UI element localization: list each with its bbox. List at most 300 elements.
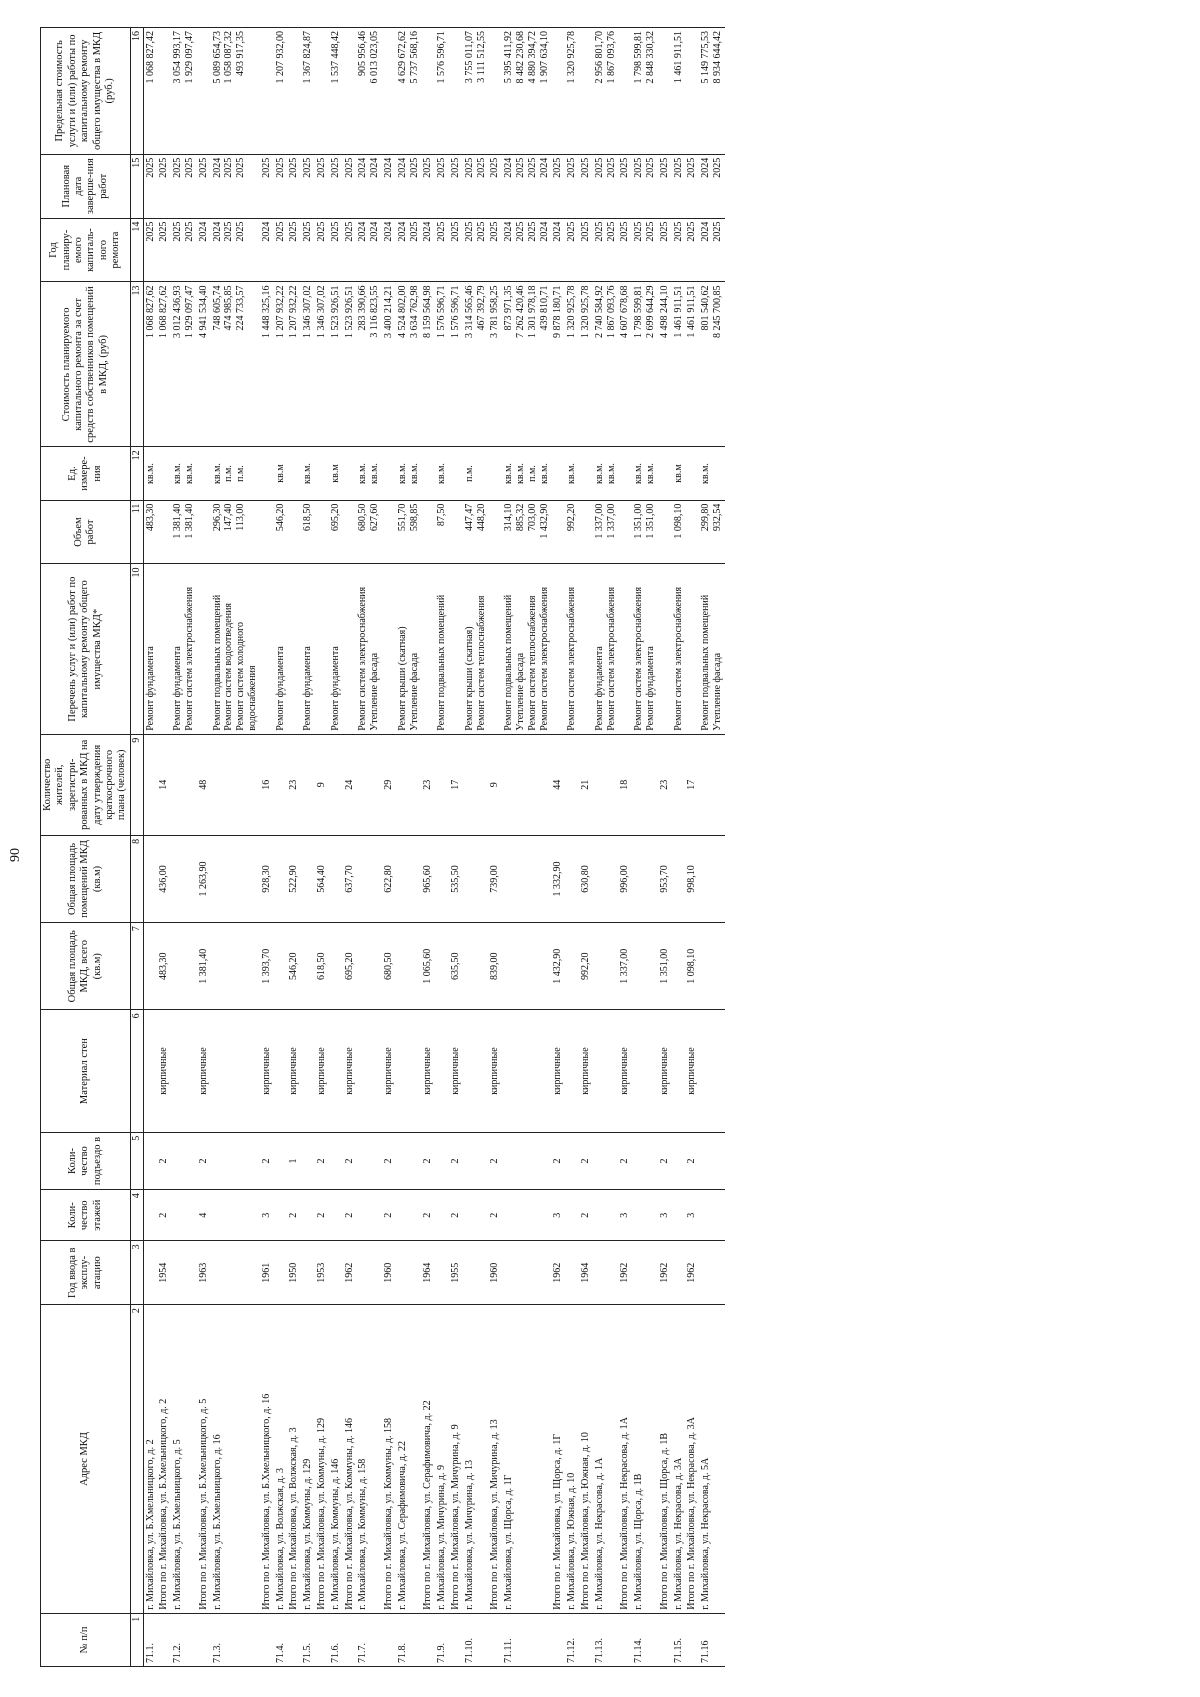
cost-line: 283 390,66: [357, 285, 369, 331]
planned-year-cell: [685, 218, 699, 282]
cost-line: 1 576 596,71: [436, 285, 448, 338]
wall-material-cell: [463, 1010, 489, 1132]
page-number: 90: [8, 848, 23, 862]
column-number: 11: [130, 500, 143, 564]
cost-cell: [329, 282, 343, 447]
address-line: Итого по г. Михайловка, ул. Б.Хмельницкого, д. 16: [260, 1393, 272, 1610]
works-cell: [618, 564, 632, 734]
completion-date-line: 2025: [343, 157, 355, 178]
floors-cell: 2: [343, 1190, 357, 1241]
works-line: Ремонт систем электроснабжения: [633, 586, 645, 731]
total-row: [197, 28, 211, 1667]
column-number: 1: [130, 1613, 143, 1666]
works-cell: [658, 564, 672, 734]
cost-line: 3 012 436,93: [172, 285, 184, 338]
completion-date-line: 2025: [288, 157, 300, 178]
completion-date-line: 2024: [369, 157, 381, 178]
cost-cell: [421, 282, 435, 447]
completion-date-line: 2025: [566, 157, 578, 178]
row-number: [287, 1613, 301, 1666]
work-volume-line: 483,30: [144, 503, 156, 532]
floors-cell: 2: [382, 1190, 396, 1241]
column-header: Адрес МКД: [41, 1305, 131, 1614]
total-row: [488, 28, 502, 1667]
wall-material-cell: кирпичные: [157, 1010, 171, 1132]
premises-area-cell: 535,50: [449, 835, 463, 922]
work-volume-line: 885,32: [514, 503, 526, 532]
address-line: г. Михайловка, ул. Некрасова, д. 5А: [700, 1457, 712, 1610]
works-cell: [488, 564, 502, 734]
address-cell: [488, 1305, 502, 1614]
unit-line: кв.м.: [184, 463, 196, 484]
works-cell: [211, 564, 260, 734]
item-row: [396, 28, 422, 1667]
total-area-cell: [143, 923, 157, 1010]
total-area-cell: [356, 923, 382, 1010]
row-number: [315, 1613, 329, 1666]
year-built-cell: [143, 1241, 157, 1305]
unit-line: кв.м.: [172, 463, 184, 484]
planned-year-cell: [579, 218, 593, 282]
address-cell: [197, 1305, 211, 1614]
limit-cost-line: 1 367 824,87: [302, 31, 314, 84]
work-volume-line: 546,20: [274, 503, 286, 532]
cost-line: 3 781 958,25: [489, 285, 501, 338]
entrances-cell: [593, 1132, 619, 1189]
unit-cell: [502, 447, 551, 500]
planned-year-cell: [435, 218, 449, 282]
completion-date-line: 2025: [489, 157, 501, 178]
total-area-cell: 992,20: [579, 923, 593, 1010]
unit-cell: [593, 447, 619, 500]
cost-line: 2 699 644,29: [644, 285, 656, 338]
unit-line: кв.м.: [503, 463, 515, 484]
residents-cell: 24: [343, 734, 357, 835]
cost-line: 7 262 420,46: [514, 285, 526, 338]
works-line: Ремонт систем электроснабжения: [538, 586, 550, 731]
completion-date-line: 2025: [260, 157, 272, 178]
cost-cell: [699, 282, 725, 447]
work-volume-cell: [632, 500, 658, 564]
year-built-cell: [329, 1241, 343, 1305]
works-cell: [301, 564, 315, 734]
premises-area-cell: [699, 835, 725, 922]
completion-date-line: 2024: [396, 157, 408, 178]
cost-line: 474 985,85: [223, 285, 235, 331]
premises-area-cell: [171, 835, 197, 922]
total-area-cell: 839,00: [488, 923, 502, 1010]
year-built-cell: 1962: [658, 1241, 672, 1305]
floors-cell: [699, 1190, 725, 1241]
completion-date-cell: [449, 154, 463, 218]
address-line: Итого по г. Михайловка, ул. Некрасова, д. 1А: [619, 1417, 631, 1610]
works-line: Утепление фасада: [369, 652, 381, 731]
unit-cell: [565, 447, 579, 500]
work-volume-cell: [143, 500, 157, 564]
cost-line: 801 540,62: [700, 285, 712, 331]
work-volume-line: 87,50: [436, 503, 448, 527]
cost-line: 3 314 565,46: [463, 285, 475, 338]
work-volume-cell: [356, 500, 382, 564]
planned-year-line: 2024: [503, 221, 515, 242]
total-row: [157, 28, 171, 1667]
limit-cost-line: 493 917,35: [235, 31, 247, 76]
row-number: 71.1.: [143, 1613, 157, 1666]
work-volume-line: 695,20: [329, 503, 341, 532]
year-built-cell: [672, 1241, 686, 1305]
limit-cost-cell: [421, 28, 435, 155]
address-line: Итого по г. Михайловка, ул. Щорса, д. 1Г: [552, 1433, 564, 1610]
works-line: Утепление фасада: [408, 652, 420, 731]
cost-line: 467 392,79: [475, 285, 487, 331]
planned-year-cell: [211, 218, 260, 282]
floors-cell: [463, 1190, 489, 1241]
works-cell: [421, 564, 435, 734]
planned-year-line: 2025: [489, 221, 501, 242]
unit-line: кв.м.: [633, 463, 645, 484]
year-built-cell: 1963: [197, 1241, 211, 1305]
year-built-cell: 1955: [449, 1241, 463, 1305]
address-line: Итого по г. Михайловка, ул. Волжская, д. 3: [288, 1427, 300, 1610]
residents-cell: [463, 734, 489, 835]
wall-material-cell: [356, 1010, 382, 1132]
works-line: Ремонт фундамента: [302, 646, 314, 731]
completion-date-cell: [502, 154, 551, 218]
item-row: [211, 28, 260, 1667]
year-built-cell: [301, 1241, 315, 1305]
year-built-cell: 1961: [260, 1241, 274, 1305]
residents-cell: 18: [618, 734, 632, 835]
planned-year-line: 2025: [274, 221, 286, 242]
year-built-cell: [463, 1241, 489, 1305]
cost-line: 1 461 911,51: [686, 285, 698, 338]
address-line: г. Михайловка, ул. Щорса, д. 1В: [633, 1473, 645, 1610]
planned-year-cell: [343, 218, 357, 282]
floors-cell: [396, 1190, 422, 1241]
planned-year-line: 2025: [158, 221, 170, 242]
unit-cell: [632, 447, 658, 500]
works-cell: [565, 564, 579, 734]
year-built-cell: 1954: [157, 1241, 171, 1305]
cost-line: 1 068 827,62: [158, 285, 170, 338]
premises-area-cell: [632, 835, 658, 922]
completion-date-cell: [579, 154, 593, 218]
address-line: г. Михайловка, ул. Коммуны, д. 146: [329, 1458, 341, 1610]
cost-cell: [157, 282, 171, 447]
work-volume-line: 1 098,10: [672, 503, 684, 539]
limit-cost-line: 4 629 672,62: [396, 31, 408, 84]
cost-cell: [143, 282, 157, 447]
limit-cost-cell: [565, 28, 579, 155]
address-line: г. Михайловка, ул. Мичурина, д. 13: [463, 1460, 475, 1610]
floors-cell: [211, 1190, 260, 1241]
address-line: Итого по г. Михайловка, ул. Серафимовича, д. 22: [422, 1400, 434, 1610]
column-header: Ед. измере-ния: [41, 447, 131, 500]
limit-cost-cell: [382, 28, 396, 155]
completion-date-line: 2025: [302, 157, 314, 178]
floors-cell: 3: [260, 1190, 274, 1241]
planned-year-cell: [632, 218, 658, 282]
planned-year-line: 2025: [436, 221, 448, 242]
limit-cost-cell: [488, 28, 502, 155]
premises-area-cell: [143, 835, 157, 922]
premises-area-cell: [396, 835, 422, 922]
column-header: Перечень услуг и (или) работ по капитальному ремонту общего имущества МКД*: [41, 564, 131, 734]
limit-cost-cell: [632, 28, 658, 155]
planned-year-line: 2025: [605, 221, 617, 242]
cost-line: 9 878 180,71: [552, 285, 564, 338]
completion-date-cell: [274, 154, 288, 218]
cost-cell: [356, 282, 382, 447]
limit-cost-cell: [274, 28, 288, 155]
column-header: Материал стен: [41, 1010, 131, 1132]
entrances-cell: [699, 1132, 725, 1189]
address-cell: [171, 1305, 197, 1614]
wall-material-cell: [143, 1010, 157, 1132]
premises-area-cell: [274, 835, 288, 922]
work-volume-line: 1 381,40: [172, 503, 184, 539]
column-number: 8: [130, 835, 143, 922]
cost-cell: [260, 282, 274, 447]
entrances-cell: [565, 1132, 579, 1189]
address-line: Итого по г. Михайловка, ул. Щорса, д. 1В: [658, 1433, 670, 1610]
row-number: 71.9.: [435, 1613, 449, 1666]
cost-cell: [315, 282, 329, 447]
completion-date-cell: [260, 154, 274, 218]
work-volume-cell: [593, 500, 619, 564]
floors-cell: 2: [287, 1190, 301, 1241]
planned-year-cell: [672, 218, 686, 282]
planned-year-line: 2025: [619, 221, 631, 242]
total-row: [343, 28, 357, 1667]
work-volume-line: 680,50: [357, 503, 369, 532]
premises-area-cell: [502, 835, 551, 922]
works-line: Ремонт систем электроснабжения: [605, 586, 617, 731]
column-number: 5: [130, 1132, 143, 1189]
works-line: Ремонт систем электроснабжения: [672, 586, 684, 731]
planned-year-line: 2025: [658, 221, 670, 242]
column-header: Плановая дата заверше-ния работ: [41, 154, 131, 218]
residents-cell: [274, 734, 288, 835]
total-row: [685, 28, 699, 1667]
completion-date-cell: [197, 154, 211, 218]
works-line: Ремонт крыши (скатная): [463, 626, 475, 731]
unit-cell: [579, 447, 593, 500]
row-number: 71.7.: [356, 1613, 382, 1666]
total-area-cell: 1 393,70: [260, 923, 274, 1010]
premises-area-cell: 622,80: [382, 835, 396, 922]
cost-line: 439 810,71: [538, 285, 550, 331]
entrances-cell: 2: [579, 1132, 593, 1189]
planned-year-line: 2025: [288, 221, 300, 242]
completion-date-cell: [658, 154, 672, 218]
limit-cost-cell: [211, 28, 260, 155]
work-volume-cell: [435, 500, 449, 564]
work-volume-cell: [488, 500, 502, 564]
item-row: [463, 28, 489, 1667]
column-number-row: [130, 28, 143, 1667]
cost-line: 1 320 925,78: [566, 285, 578, 338]
works-line: Ремонт подвальных помещений: [211, 594, 223, 731]
residents-cell: 48: [197, 734, 211, 835]
cost-line: 1 867 093,76: [605, 285, 617, 338]
works-cell: [274, 564, 288, 734]
floors-cell: [143, 1190, 157, 1241]
address-cell: [143, 1305, 157, 1614]
work-volume-cell: [618, 500, 632, 564]
row-number: [421, 1613, 435, 1666]
limit-cost-line: 1 907 634,10: [538, 31, 550, 84]
premises-area-cell: 436,00: [157, 835, 171, 922]
work-volume-cell: [329, 500, 343, 564]
residents-cell: [301, 734, 315, 835]
limit-cost-line: 1 320 925,78: [566, 31, 578, 84]
premises-area-cell: 1 332,90: [551, 835, 565, 922]
entrances-cell: 2: [488, 1132, 502, 1189]
row-number: [488, 1613, 502, 1666]
total-area-cell: 1 351,00: [658, 923, 672, 1010]
total-row: [449, 28, 463, 1667]
unit-cell: [274, 447, 288, 500]
limit-cost-cell: [593, 28, 619, 155]
cost-line: 1 523 926,51: [329, 285, 341, 338]
works-cell: [171, 564, 197, 734]
work-volume-cell: [463, 500, 489, 564]
works-line: Ремонт систем электроснабжения: [566, 586, 578, 731]
column-number: 7: [130, 923, 143, 1010]
completion-date-cell: [488, 154, 502, 218]
cost-line: 1 207 932,22: [288, 285, 300, 338]
completion-date-line: 2025: [315, 157, 327, 178]
premises-area-cell: [329, 835, 343, 922]
works-cell: [382, 564, 396, 734]
completion-date-line: 2025: [274, 157, 286, 178]
residents-cell: 16: [260, 734, 274, 835]
column-number: 9: [130, 734, 143, 835]
completion-date-line: 2025: [633, 157, 645, 178]
works-line: Ремонт систем холодного водоснабжения: [235, 621, 258, 731]
limit-cost-line: 6 013 023,05: [369, 31, 381, 84]
planned-year-line: 2024: [211, 221, 223, 242]
planned-year-cell: [157, 218, 171, 282]
address-cell: [274, 1305, 288, 1614]
address-line: г. Михайловка, ул. Серафимовича, д. 22: [396, 1441, 408, 1610]
total-area-cell: [171, 923, 197, 1010]
completion-date-line: 2025: [408, 157, 420, 178]
planned-year-cell: [382, 218, 396, 282]
premises-area-cell: [435, 835, 449, 922]
completion-date-line: 2024: [211, 157, 223, 178]
work-volume-line: 1 337,00: [593, 503, 605, 539]
wall-material-cell: кирпичные: [658, 1010, 672, 1132]
limit-cost-line: 5 737 568,16: [408, 31, 420, 84]
entrances-cell: 2: [618, 1132, 632, 1189]
limit-cost-line: 5 395 411,92: [503, 31, 515, 84]
completion-date-line: 2025: [223, 157, 235, 178]
planned-year-cell: [260, 218, 274, 282]
work-volume-line: 551,70: [396, 503, 408, 532]
works-cell: [502, 564, 551, 734]
planned-year-line: 2024: [552, 221, 564, 242]
year-built-cell: 1950: [287, 1241, 301, 1305]
planned-year-line: 2025: [463, 221, 475, 242]
row-number: 71.12.: [565, 1613, 579, 1666]
cost-cell: [618, 282, 632, 447]
entrances-cell: [672, 1132, 686, 1189]
planned-year-line: 2025: [449, 221, 461, 242]
unit-line: кв.м.: [302, 463, 314, 484]
item-row: [699, 28, 725, 1667]
wall-material-cell: кирпичные: [685, 1010, 699, 1132]
limit-cost-line: 5 089 654,73: [211, 31, 223, 84]
planned-year-line: 2025: [711, 221, 723, 242]
completion-date-line: 2025: [158, 157, 170, 178]
planned-year-line: 2025: [302, 221, 314, 242]
work-volume-cell: [287, 500, 301, 564]
work-volume-line: 627,60: [369, 503, 381, 532]
residents-cell: [502, 734, 551, 835]
completion-date-cell: [171, 154, 197, 218]
unit-cell: [287, 447, 301, 500]
year-built-cell: [502, 1241, 551, 1305]
limit-cost-line: 4 880 394,72: [526, 31, 538, 84]
planned-year-line: 2024: [538, 221, 550, 242]
total-area-cell: [699, 923, 725, 1010]
limit-cost-line: 1 537 448,42: [329, 31, 341, 84]
limit-cost-line: 1 798 599,81: [633, 31, 645, 84]
year-built-cell: [396, 1241, 422, 1305]
header-row: [41, 28, 131, 1667]
planned-year-cell: [301, 218, 315, 282]
work-volume-cell: [502, 500, 551, 564]
cost-cell: [396, 282, 422, 447]
limit-cost-cell: [502, 28, 551, 155]
row-number: 71.13.: [593, 1613, 619, 1666]
work-volume-line: 447,47: [463, 503, 475, 532]
completion-date-cell: [343, 154, 357, 218]
row-number: [157, 1613, 171, 1666]
unit-line: кв.м.: [408, 463, 420, 484]
unit-cell: [618, 447, 632, 500]
unit-cell: [396, 447, 422, 500]
address-cell: [435, 1305, 449, 1614]
completion-date-line: 2025: [514, 157, 526, 178]
limit-cost-cell: [287, 28, 301, 155]
entrances-cell: [274, 1132, 288, 1189]
row-number: [382, 1613, 396, 1666]
residents-cell: 9: [315, 734, 329, 835]
premises-area-cell: [301, 835, 315, 922]
column-number: 6: [130, 1010, 143, 1132]
total-row: [421, 28, 435, 1667]
work-volume-line: 113,00: [235, 503, 247, 531]
unit-line: кв.м: [274, 464, 286, 483]
completion-date-line: 2025: [422, 157, 434, 178]
residents-cell: [171, 734, 197, 835]
cost-line: 4 524 802,00: [396, 285, 408, 338]
premises-area-cell: [463, 835, 489, 922]
address-line: Итого по г. Михайловка, ул. Коммуны, д. 158: [382, 1418, 394, 1610]
completion-date-line: 2025: [711, 157, 723, 178]
year-built-cell: 1964: [421, 1241, 435, 1305]
unit-cell: [699, 447, 725, 500]
address-cell: [463, 1305, 489, 1614]
work-volume-cell: [260, 500, 274, 564]
work-volume-cell: [274, 500, 288, 564]
address-cell: [551, 1305, 565, 1614]
floors-cell: [632, 1190, 658, 1241]
residents-cell: [565, 734, 579, 835]
